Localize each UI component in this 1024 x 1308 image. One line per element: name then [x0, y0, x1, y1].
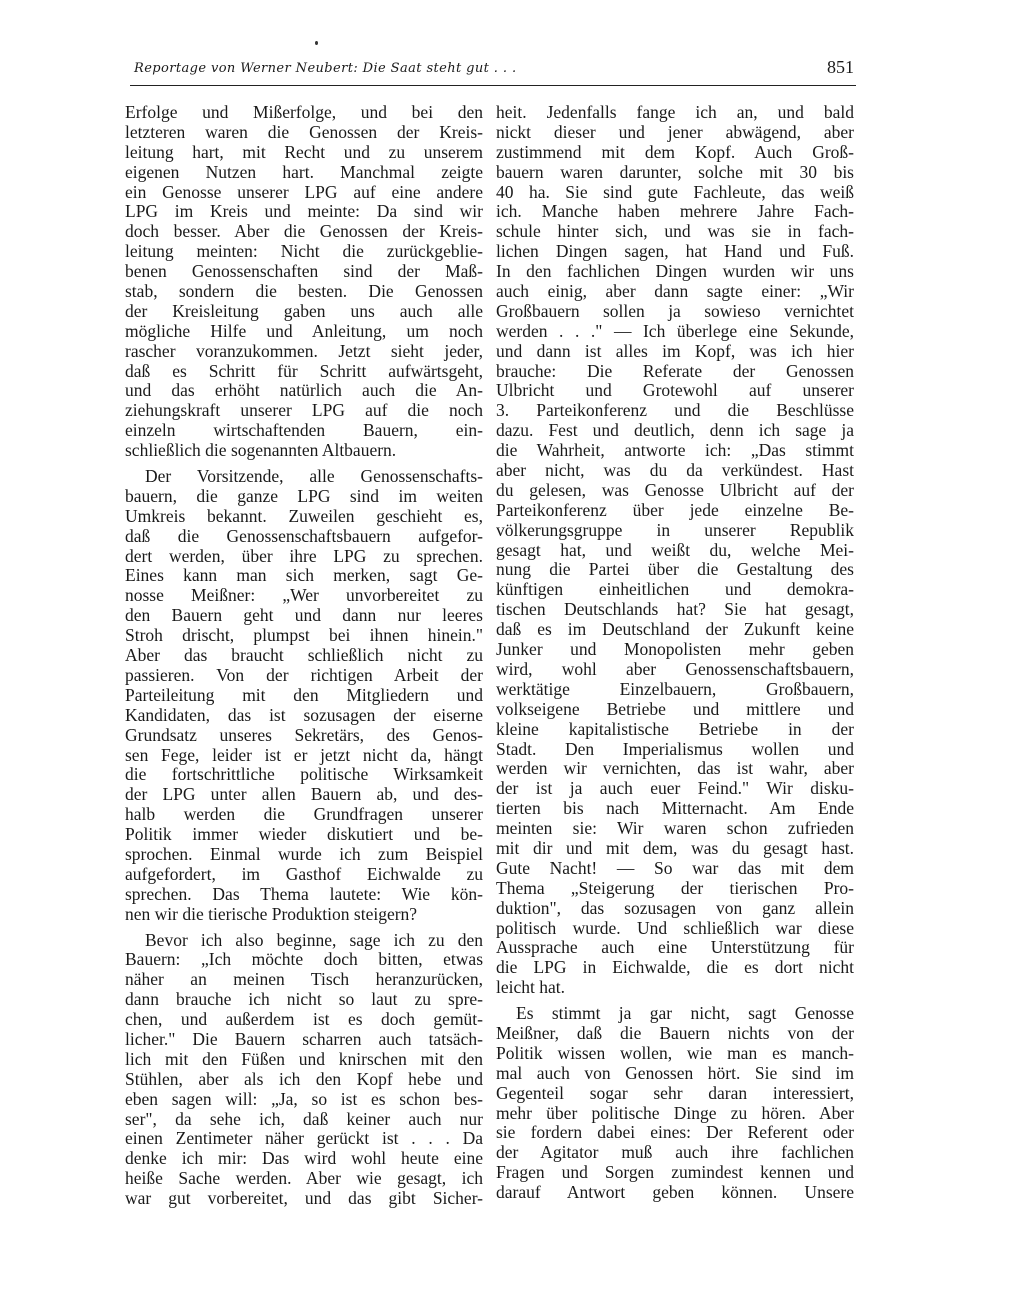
- text-line: nung die Partei über die Gestaltung des: [496, 560, 854, 580]
- text-line: Meißner, daß die Bauern nichts von der: [496, 1023, 854, 1043]
- text-line: duktion", das sozusagen von ganz allein: [496, 898, 854, 918]
- text-line: Ulbricht und Grotewohl auf unserer: [496, 381, 854, 401]
- text-line: bauern waren darunter, solche mit 30 bis: [496, 162, 854, 182]
- paragraph: [125, 931, 483, 1209]
- text-line: Bauern: „Ich möchte doch bitten, etwas: [125, 950, 483, 970]
- scan-speck: [315, 41, 318, 45]
- text-line: ziehungskraft unserer LPG auf die noch: [125, 401, 483, 421]
- text-line: sprechen. Das Thema lautete: Wie kön-: [125, 884, 483, 904]
- text-line: Fragen und Sorgen zumindest kennen und: [496, 1163, 854, 1183]
- text-line: Thema „Steigerung der tierischen Pro-: [496, 878, 854, 898]
- text-line: heiße Sache werden. Aber wie gesagt, ich: [125, 1169, 483, 1189]
- text-line: daß es im Deutschland der Zukunft keine: [496, 620, 854, 640]
- text-line: mehr über politische Dinge zu hören. Aber: [496, 1103, 854, 1123]
- text-line: daß es Schritt für Schritt aufwärtsgeht,: [125, 361, 483, 381]
- text-line: Bevor ich also beginne, sage ich zu den: [145, 930, 483, 950]
- text-line: leitung meinten: Nicht die zurückgeblie-: [125, 242, 483, 262]
- paragraph: [496, 1004, 854, 1203]
- paragraph: [125, 103, 483, 461]
- text-line: benen Genossenschaften sind der Maß-: [125, 262, 483, 282]
- text-line: ich. Manche haben mehrere Jahre Fach-: [496, 202, 854, 222]
- text-line: In den fachlichen Dingen wurden wir uns: [496, 262, 854, 282]
- text-line: ser", da sehe ich, daß keiner auch nur: [125, 1109, 483, 1129]
- text-line: der ist ja auch euer Feind." Wir disku-: [496, 779, 854, 799]
- text-line: Es stimmt ja gar nicht, sagt Genosse: [516, 1004, 854, 1024]
- text-line: sen Fege, leider ist er jetzt nicht da, hängt: [125, 745, 483, 765]
- text-line: war gut vorbereitet, und das gibt Sicher-: [125, 1189, 483, 1209]
- text-line: meinten sie: Wir waren schon zufrieden: [496, 819, 854, 839]
- text-line: künftigen einheitlichen und demokra-: [496, 580, 854, 600]
- text-line: Junker und Monopolisten mehr geben: [496, 640, 854, 660]
- text-line: der Kreisleitung gaben uns auch alle: [125, 301, 483, 321]
- text-line: lich mit den Füßen und knirschen mit den: [125, 1049, 483, 1069]
- text-line: halb werden die Grundfragen unserer: [125, 805, 483, 825]
- text-line: leitung hart, mit Recht und zu unserem: [125, 142, 483, 162]
- text-line: völkerungsgruppe in unserer Republik: [496, 520, 854, 540]
- text-line: Grundsatz unseres Sekretärs, des Genos-: [125, 725, 483, 745]
- text-line: näher an meinen Tisch heranzurücken,: [125, 970, 483, 990]
- text-line: Aber das braucht schließlich nicht zu: [125, 646, 483, 666]
- text-line: Politik immer wieder diskutiert und be-: [125, 825, 483, 845]
- text-line: nen wir die tierische Produktion steigern?: [125, 904, 418, 924]
- text-line: mit dir und mit dem, was du gesagt hast.: [496, 838, 854, 858]
- text-line: der Agitator muß auch ihre fachlichen: [496, 1143, 854, 1163]
- text-line: Gegenteil sogar sehr daran interessiert,: [496, 1083, 854, 1103]
- text-line: mal auch von Genossen hört. Sie sind im: [496, 1063, 854, 1083]
- text-line: werden wir vernichten, das ist wahr, aber: [496, 759, 854, 779]
- page-number: 851: [827, 57, 854, 77]
- text-line: doch besser. Aber die Genossen der Kreis-: [125, 222, 483, 242]
- text-line: sie fordern dabei eines: Der Referent oder: [496, 1123, 854, 1143]
- text-line: 3. Parteikonferenz und die Beschlüsse: [496, 401, 854, 421]
- text-line: Großbauern sollen ja sowieso vernichtet: [496, 301, 854, 321]
- text-line: einen Zentimeter näher gerückt ist . . . Da: [125, 1129, 483, 1149]
- text-line: letzteren waren die Genossen der Kreis-: [125, 122, 483, 142]
- text-line: Aussprache auch eine Unterstützung für: [496, 938, 854, 958]
- text-line: nickt dieser und jener abwägend, aber: [496, 122, 854, 142]
- left-column: [125, 103, 483, 1209]
- text-line: und das erhöht natürlich auch die An-: [125, 381, 483, 401]
- text-line: werktätige Einzelbauern, Großbauern,: [496, 679, 854, 699]
- text-line: mögliche Hilfe und Anleitung, um noch: [125, 321, 483, 341]
- text-line: tierten bis nach Mitternacht. Am Ende: [496, 799, 854, 819]
- text-line: LPG im Kreis und meinte: Da sind wir: [125, 202, 483, 222]
- text-line: passieren. Von der richtigen Arbeit der: [125, 665, 483, 685]
- text-line: sprochen. Einmal wurde ich zum Beispiel: [125, 844, 483, 864]
- text-line: daß die Genossenschaftsbauern aufgefor-: [125, 526, 483, 546]
- text-line: volkseigene Betriebe und mittlere und: [496, 699, 854, 719]
- text-line: Stadt. Den Imperialismus wollen und: [496, 739, 854, 759]
- text-line: Eines kann man sich merken, sagt Ge-: [125, 566, 483, 586]
- text-line: dazu. Fest und deutlich, denn ich sage ja: [496, 421, 854, 441]
- text-line: tischen Deutschlands hat? Sie hat gesagt,: [496, 600, 854, 620]
- text-line: gesagt hat, und weißt du, welche Mei-: [496, 540, 854, 560]
- text-line: Der Vorsitzende, alle Genossenschafts-: [145, 467, 483, 487]
- text-line: 40 ha. Sie sind gute Fachleute, das weiß: [496, 182, 854, 202]
- text-line: Erfolge und Mißerfolge, und bei den: [125, 103, 483, 122]
- right-column: [496, 103, 854, 1203]
- text-line: lichen Dingen sagen, hat Hand und Fuß.: [496, 242, 854, 262]
- text-line: dann brauche ich nicht so laut zu spre-: [125, 990, 483, 1010]
- text-line: schule hinter sich, und was sie in fach-: [496, 222, 854, 242]
- text-line: eigenen Nutzen hart. Manchmal zeigte: [125, 162, 483, 182]
- text-line: und dann ist alles im Kopf, was ich hier: [496, 341, 854, 361]
- paragraph: [496, 103, 854, 998]
- text-line: bauern, die ganze LPG sind im weiten: [125, 486, 483, 506]
- text-line: Parteikonferenz über jede einzelne Be-: [496, 500, 854, 520]
- text-line: Politik wissen wollen, wie man es manch-: [496, 1043, 854, 1063]
- text-line: dert werden, über ihre LPG zu sprechen.: [125, 546, 483, 566]
- text-line: ein Genosse unserer LPG auf eine andere: [125, 182, 483, 202]
- text-line: aufgefordert, im Gasthof Eichwalde zu: [125, 864, 483, 884]
- text-line: aber nicht, was du da verkündest. Hast: [496, 461, 854, 481]
- text-line: die Wahrheit, antworte ich: „Das stimmt: [496, 441, 854, 461]
- text-line: zustimmend mit dem Kopf. Auch Groß-: [496, 142, 854, 162]
- text-line: denke ich mir: Das wird wohl heute eine: [125, 1149, 483, 1169]
- paragraph: [125, 467, 483, 924]
- text-line: werden . . ." — Ich überlege eine Sekunde,: [496, 321, 854, 341]
- text-line: darauf Antwort geben können. Unsere: [496, 1183, 854, 1203]
- text-line: du gelesen, was Genosse Ulbricht auf der: [496, 480, 854, 500]
- text-line: Parteileitung mit den Mitgliedern und: [125, 685, 483, 705]
- text-line: kleine kapitalistische Betriebe in der: [496, 719, 854, 739]
- text-line: Stühlen, aber als ich den Kopf hebe und: [125, 1069, 483, 1089]
- text-line: die fortschrittliche politische Wirksamkeit: [125, 765, 483, 785]
- text-line: heit. Jedenfalls fange ich an, und bald: [496, 103, 854, 122]
- text-line: wird, wohl aber Genossenschaftsbauern,: [496, 659, 854, 679]
- page-header: [130, 55, 856, 86]
- text-line: den Bauern geht und dann nur leeres: [125, 606, 483, 626]
- text-line: eben sagen will: „Ja, so ist es schon bes-: [125, 1089, 483, 1109]
- text-line: die LPG in Eichwalde, die es dort nicht: [496, 958, 854, 978]
- text-line: nosse Meißner: „Wer unvorbereitet zu: [125, 586, 483, 606]
- text-line: brauche: Die Referate der Genossen: [496, 361, 854, 381]
- text-line: schließlich die sogenannten Altbauern.: [125, 441, 397, 461]
- text-line: Umkreis bekannt. Zuweilen geschieht es,: [125, 506, 483, 526]
- text-line: der LPG unter allen Bauern ab, und des-: [125, 785, 483, 805]
- text-line: leicht hat.: [496, 978, 566, 998]
- text-line: chen, und außerdem ist es doch gemüt-: [125, 1010, 483, 1030]
- text-line: rascher voranzukommen. Jetzt sieht jeder,: [125, 341, 483, 361]
- text-line: auch einig, aber dann sagte einer: „Wir: [496, 282, 854, 302]
- running-title: Reportage von Werner Neubert: Die Saat steht gut . . .: [134, 61, 517, 76]
- text-line: Stroh drischt, plumpst bei ihnen hinein.": [125, 626, 483, 646]
- text-line: licher." Die Bauern scharren auch tatsäch-: [125, 1029, 483, 1049]
- text-line: politisch wurde. Und schließlich war diese: [496, 918, 854, 938]
- text-line: einzeln wirtschaftenden Bauern, ein-: [125, 421, 483, 441]
- text-line: Kandidaten, das ist sozusagen der eiserne: [125, 705, 483, 725]
- text-line: stab, sondern die besten. Die Genossen: [125, 282, 483, 302]
- text-line: Gute Nacht! — So war das mit dem: [496, 858, 854, 878]
